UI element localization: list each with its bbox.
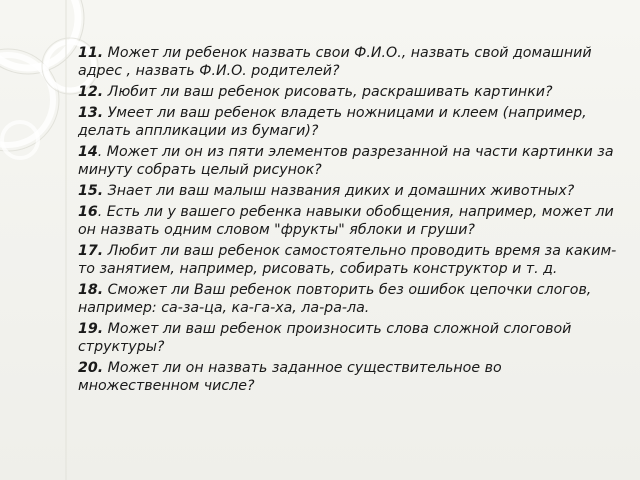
question-item [78, 281, 618, 317]
question-text: Умеет ли ваш ребенок владеть ножницами и клеем (например, делать аппликации из бумаги)? [78, 105, 587, 139]
question-number: 18. [78, 282, 104, 298]
question-number: 15. [78, 183, 104, 199]
question-item [78, 242, 618, 278]
question-text: Может ли он назвать заданное существительное во множественном числе? [78, 360, 502, 394]
question-item [78, 359, 618, 395]
question-item [78, 83, 618, 101]
question-number: 16 [78, 204, 98, 220]
question-number: 14 [78, 144, 98, 160]
question-text: . Есть ли у вашего ребенка навыки обобщения, например, может ли он назвать одним словом "фрукты" яблоки и груши? [78, 204, 614, 238]
question-item [78, 44, 618, 80]
question-list [78, 44, 618, 398]
question-item [78, 143, 618, 179]
question-text: . Может ли он из пяти элементов разрезанной на части картинки за минуту собрать целый рисунок? [78, 144, 614, 178]
question-number: 19. [78, 321, 104, 337]
question-item [78, 182, 618, 200]
question-item [78, 104, 618, 140]
question-text: Сможет ли Ваш ребенок повторить без ошибок цепочки слогов, например: са-за-ца, ка-га-ха, ла-ра-ла. [78, 282, 592, 316]
question-number: 11. [78, 45, 104, 61]
question-number: 13. [78, 105, 104, 121]
question-number: 17. [78, 243, 104, 259]
question-number: 20. [78, 360, 104, 376]
question-number: 12. [78, 84, 104, 100]
question-text: Может ли ваш ребенок произносить слова сложной слоговой структуры? [78, 321, 572, 355]
question-item [78, 203, 618, 239]
question-text: Может ли ребенок назвать свои Ф.И.О., назвать свой домашний адрес , назвать Ф.И.О. родителей? [78, 45, 592, 79]
question-text: Любит ли ваш ребенок самостоятельно проводить время за каким-то занятием, например, рисовать, собирать конструктор и т. д. [78, 243, 617, 277]
question-text: Знает ли ваш малыш названия диких и домашних животных? [103, 183, 575, 199]
question-text: Любит ли ваш ребенок рисовать, раскрашивать картинки? [103, 84, 553, 100]
question-item [78, 320, 618, 356]
